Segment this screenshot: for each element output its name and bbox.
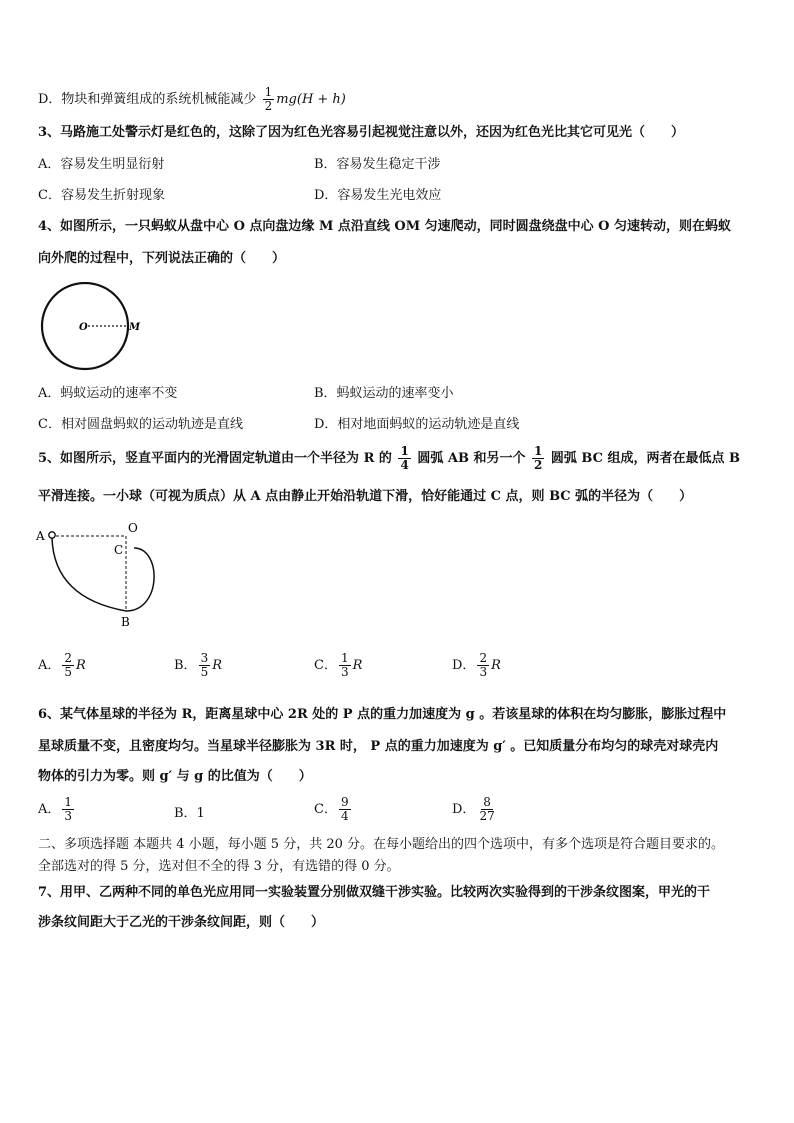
label-o: O [128, 521, 138, 535]
q4-option-c: C．相对圆盘蚂蚁的运动轨迹是直线 [38, 417, 243, 432]
q6-line2: 星球质量不变，且密度均匀。当星球半径膨胀为 3R 时， P 点的重力加速度为 g′ 。已知质量分布均匀的球壳对球壳内 [38, 739, 719, 754]
q3-option-a: A．容易发生明显衍射 [38, 157, 165, 172]
q5-stem-line1: 5、如图所示，竖直平面内的光滑固定轨道由一个半径为 R 的 $\frac{1}{4}$ 圆弧 AB 和另一个 $\frac{1}{2}$ 圆弧 BC 组成，两者在最低点 B [38, 444, 741, 472]
q5-option-d: D． $\frac{2}{3}$ R [452, 651, 501, 679]
q5-track-figure [34, 518, 164, 630]
q4-option-b: B．蚂蚁运动的速率变小 [314, 386, 454, 401]
q6-option-a: A． $\frac{1}{3}$ [38, 795, 73, 823]
point-o-label: O [79, 322, 88, 333]
q3-option-b: B．容易发生稳定干涉 [314, 157, 441, 172]
point-m-label: M [129, 322, 141, 333]
q7-line2: 涉条纹间距大于乙光的干涉条纹间距，则（ ） [38, 915, 325, 930]
q7-line1: 7、用甲、乙两种不同的单色光应用同一实验装置分别做双缝干涉实验。比较两次实验得到的干涉条纹图案，甲光的干 [38, 885, 711, 900]
q6-option-b: B．1 [174, 806, 205, 821]
q4-stem-line1: 4、如图所示，一只蚂蚁从盘中心 O 点向盘边缘 M 点沿直线 OM 匀速爬动，同时圆盘绕盘中心 O 匀速转动，则在蚂蚁 [38, 219, 732, 234]
q4-option-d: D．相对地面蚂蚁的运动轨迹是直线 [314, 417, 520, 432]
q6-option-d: D． $\frac{8}{27}$ [452, 795, 495, 823]
q6-line1: 6、某气体星球的半径为 R，距离星球中心 2R 处的 P 点的重力加速度为 g 。若该星球的体积在均匀膨胀，膨胀过程中 [38, 707, 727, 722]
q5-option-c: C． $\frac{1}{3}$ R [314, 651, 363, 679]
prev-question-option-d: D．物块和弹簧组成的系统机械能减少 $\frac{1}{2}$ mg(H + h) [38, 85, 346, 113]
q5-option-b: B． $\frac{3}{5}$ R [174, 651, 222, 679]
fraction-half: $\frac{1}{2}$ [534, 444, 543, 472]
q5-stem-line2: 平滑连接。一小球（可视为质点）从 A 点由静止开始沿轨道下滑，恰好能通过 C 点，则 BC 弧的半径为（ ） [38, 489, 693, 504]
q3-option-c: C．容易发生折射现象 [38, 188, 165, 203]
section2-line2: 全部选对的得 5 分，选对但不全的得 3 分，有选错的得 0 分。 [38, 859, 400, 874]
q6-line3: 物体的引力为零。则 g′ 与 g 的比值为（ ） [38, 769, 312, 784]
q4-stem-line2: 向外爬的过程中，下列说法正确的（ ） [38, 251, 286, 266]
label-a: A [36, 529, 45, 543]
q5-option-a: A． $\frac{2}{5}$ R [38, 651, 86, 679]
fraction: $\frac{1}{2}$ [264, 85, 273, 113]
fraction-quarter: $\frac{1}{4}$ [400, 444, 409, 472]
q4-option-a: A．蚂蚁运动的速率不变 [38, 386, 178, 401]
label-c: C [114, 543, 124, 557]
ball [49, 532, 55, 538]
q6-option-c: C． $\frac{9}{4}$ [314, 795, 349, 823]
arc-bc [126, 548, 154, 611]
q4-disc-figure [38, 282, 158, 374]
section2-line1: 二、多项选择题 本题共 4 小题，每小题 5 分，共 20 分。在每小题给出的四个选项中，有多个选项是符合题目要求的。 [38, 837, 725, 852]
q3-stem: 3、马路施工处警示灯是红色的，这除了因为红色光容易引起视觉注意以外，还因为红色光比其它可见光（ ） [38, 125, 685, 140]
label-b: B [121, 615, 130, 629]
q3-option-d: D．容易发生光电效应 [314, 188, 442, 203]
